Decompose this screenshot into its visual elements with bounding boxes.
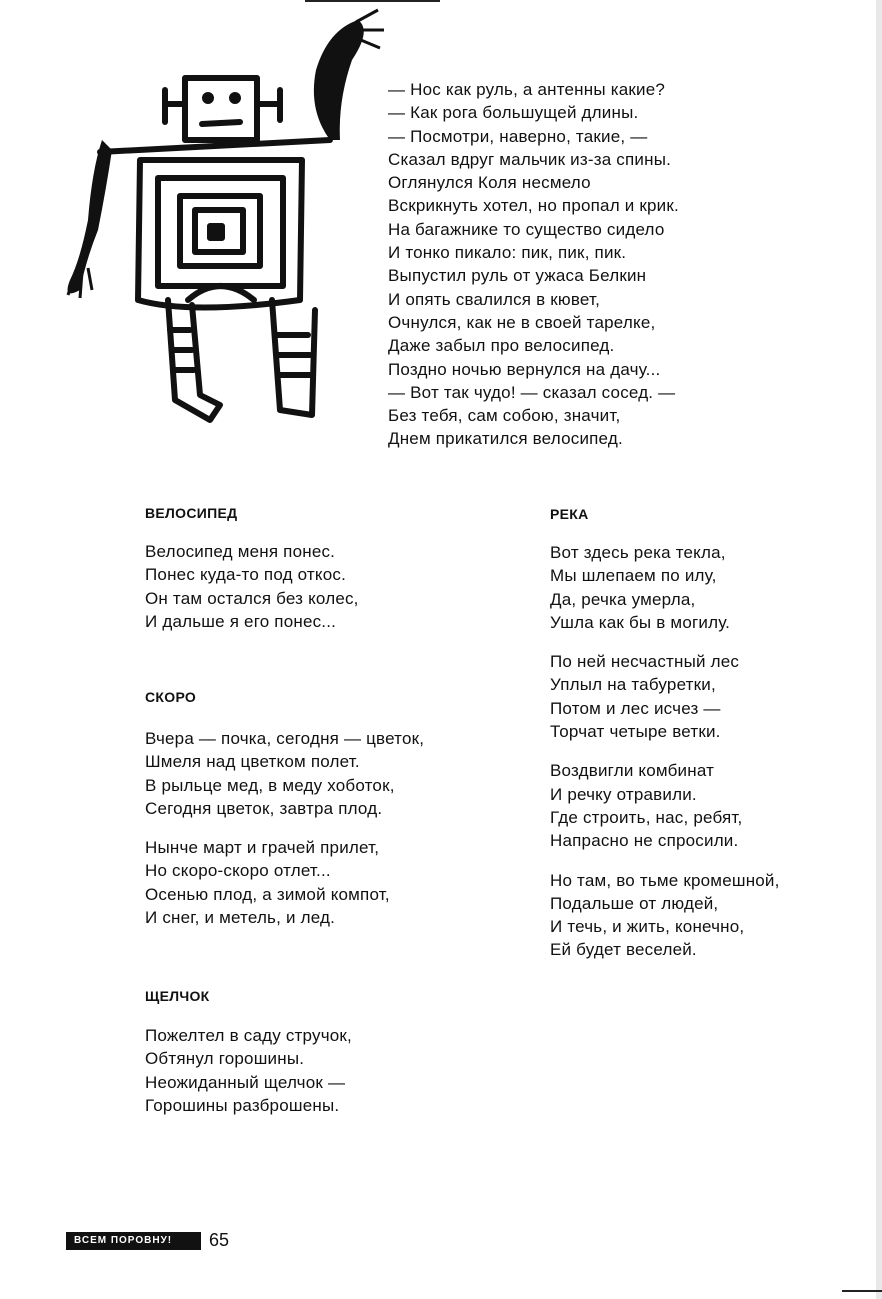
robot-drawing-icon bbox=[40, 0, 400, 440]
poem-line: И тонко пикало: пик, пик, пик. bbox=[388, 243, 627, 263]
poem-line: И речку отравили. bbox=[550, 784, 697, 804]
poem-line: Нынче март и грачей прилет, bbox=[145, 838, 380, 858]
stanza bbox=[145, 1024, 352, 1117]
page-corner-mark bbox=[842, 1290, 882, 1292]
poem-title-reka: РЕКА bbox=[550, 506, 589, 522]
poem-line: — Посмотри, наверно, такие, — bbox=[388, 126, 648, 146]
stanza bbox=[550, 541, 780, 634]
poem-line: Ей будет веселей. bbox=[550, 940, 697, 960]
poem-line: Мы шлепаем по илу, bbox=[550, 566, 717, 586]
poem-line: Да, речка умерла, bbox=[550, 589, 696, 609]
poem-line: Вскрикнуть хотел, но пропал и крик. bbox=[388, 196, 679, 216]
poem-line: Без тебя, сам собою, значит, bbox=[388, 406, 621, 426]
poem-line: Даже забыл про велосипед. bbox=[388, 336, 615, 356]
poem-reka bbox=[550, 541, 780, 978]
poem-line: Ушла как бы в могилу. bbox=[550, 612, 731, 632]
poem-line: Вчера — почка, сегодня — цветок, bbox=[145, 729, 425, 748]
poem-line: Воздвигли комбинат bbox=[550, 761, 715, 781]
poem-line: — Вот так чудо! — сказал сосед. — bbox=[388, 382, 676, 402]
poem-line: Шмеля над цветком полет. bbox=[145, 752, 360, 772]
poem-line: Напрасно не спросили. bbox=[550, 831, 739, 851]
poem-line: Сегодня цветок, завтра плод. bbox=[145, 798, 383, 818]
poem-title-skoro: СКОРО bbox=[145, 689, 197, 705]
poem-line: И опять свалился в кювет, bbox=[388, 289, 601, 309]
poem-shchelchok bbox=[145, 1024, 352, 1133]
poem-line: Торчат четыре ветки. bbox=[550, 722, 721, 742]
stanza bbox=[145, 540, 359, 633]
page-footer bbox=[66, 1230, 229, 1251]
poem-line: Выпустил руль от ужаса Белкин bbox=[388, 266, 647, 286]
stanza bbox=[550, 869, 780, 962]
section-badge: ВСЕМ ПОРОВНУ! bbox=[66, 1232, 201, 1250]
poem-line: Горошины разброшены. bbox=[145, 1095, 340, 1115]
poem-line: Пожелтел в саду стручок, bbox=[145, 1026, 352, 1045]
stanza bbox=[145, 727, 424, 820]
poem-line: Днем прикатился велосипед. bbox=[388, 429, 623, 449]
poem-line: Поздно ночью вернулся на дачу... bbox=[388, 359, 661, 379]
poem-line: Подальше от людей, bbox=[550, 893, 719, 913]
poem-line: — Нос как руль, а антенны какие? bbox=[388, 80, 666, 99]
poem-line: Где строить, нас, ребят, bbox=[550, 807, 743, 827]
poem-title-velosiped: ВЕЛОСИПЕД bbox=[145, 505, 238, 521]
poem-title-shchelchok: ЩЕЛЧОК bbox=[145, 988, 210, 1004]
poem-line: По ней несчастный лес bbox=[550, 652, 740, 672]
poem-line: В рыльце мед, в меду хоботок, bbox=[145, 775, 395, 795]
page-number: 65 bbox=[209, 1230, 230, 1250]
poem-line: Уплыл на табуретки, bbox=[550, 675, 716, 695]
poem-line: Неожиданный щелчок — bbox=[145, 1072, 346, 1092]
poem-line: Вот здесь река текла, bbox=[550, 543, 726, 562]
poem-line: Велосипед меня понес. bbox=[145, 542, 336, 561]
poem-line: Очнулся, как не в своей тарелке, bbox=[388, 312, 656, 332]
stanza bbox=[550, 650, 780, 743]
poem-velosiped bbox=[145, 540, 359, 649]
page-edge-right bbox=[876, 0, 882, 1299]
poem-top bbox=[388, 78, 679, 451]
poem-line: Потом и лес исчез — bbox=[550, 698, 721, 718]
poem-line: И снег, и метель, и лед. bbox=[145, 908, 336, 928]
poem-line: И дальше я его понес... bbox=[145, 611, 337, 631]
poem-line: Сказал вдруг мальчик из-за спины. bbox=[388, 149, 672, 169]
poem-line: Оглянулся Коля несмело bbox=[388, 173, 591, 193]
stanza bbox=[550, 759, 780, 852]
poem-line: — Как рога большущей длины. bbox=[388, 103, 639, 123]
poem-line: Обтянул горошины. bbox=[145, 1049, 305, 1069]
poem-line: На багажнике то существо сидело bbox=[388, 219, 665, 239]
poem-line: Но скоро-скоро отлет... bbox=[145, 861, 331, 881]
poem-line: Осенью плод, а зимой компот, bbox=[145, 884, 390, 904]
poem-line: Он там остался без колес, bbox=[145, 588, 359, 608]
poem-skoro bbox=[145, 727, 424, 945]
poem-line: Понес куда-то под откос. bbox=[145, 565, 347, 585]
poem-line: И течь, и жить, конечно, bbox=[550, 917, 745, 937]
poem-line: Но там, во тьме кромешной, bbox=[550, 870, 780, 890]
stanza bbox=[145, 836, 424, 929]
